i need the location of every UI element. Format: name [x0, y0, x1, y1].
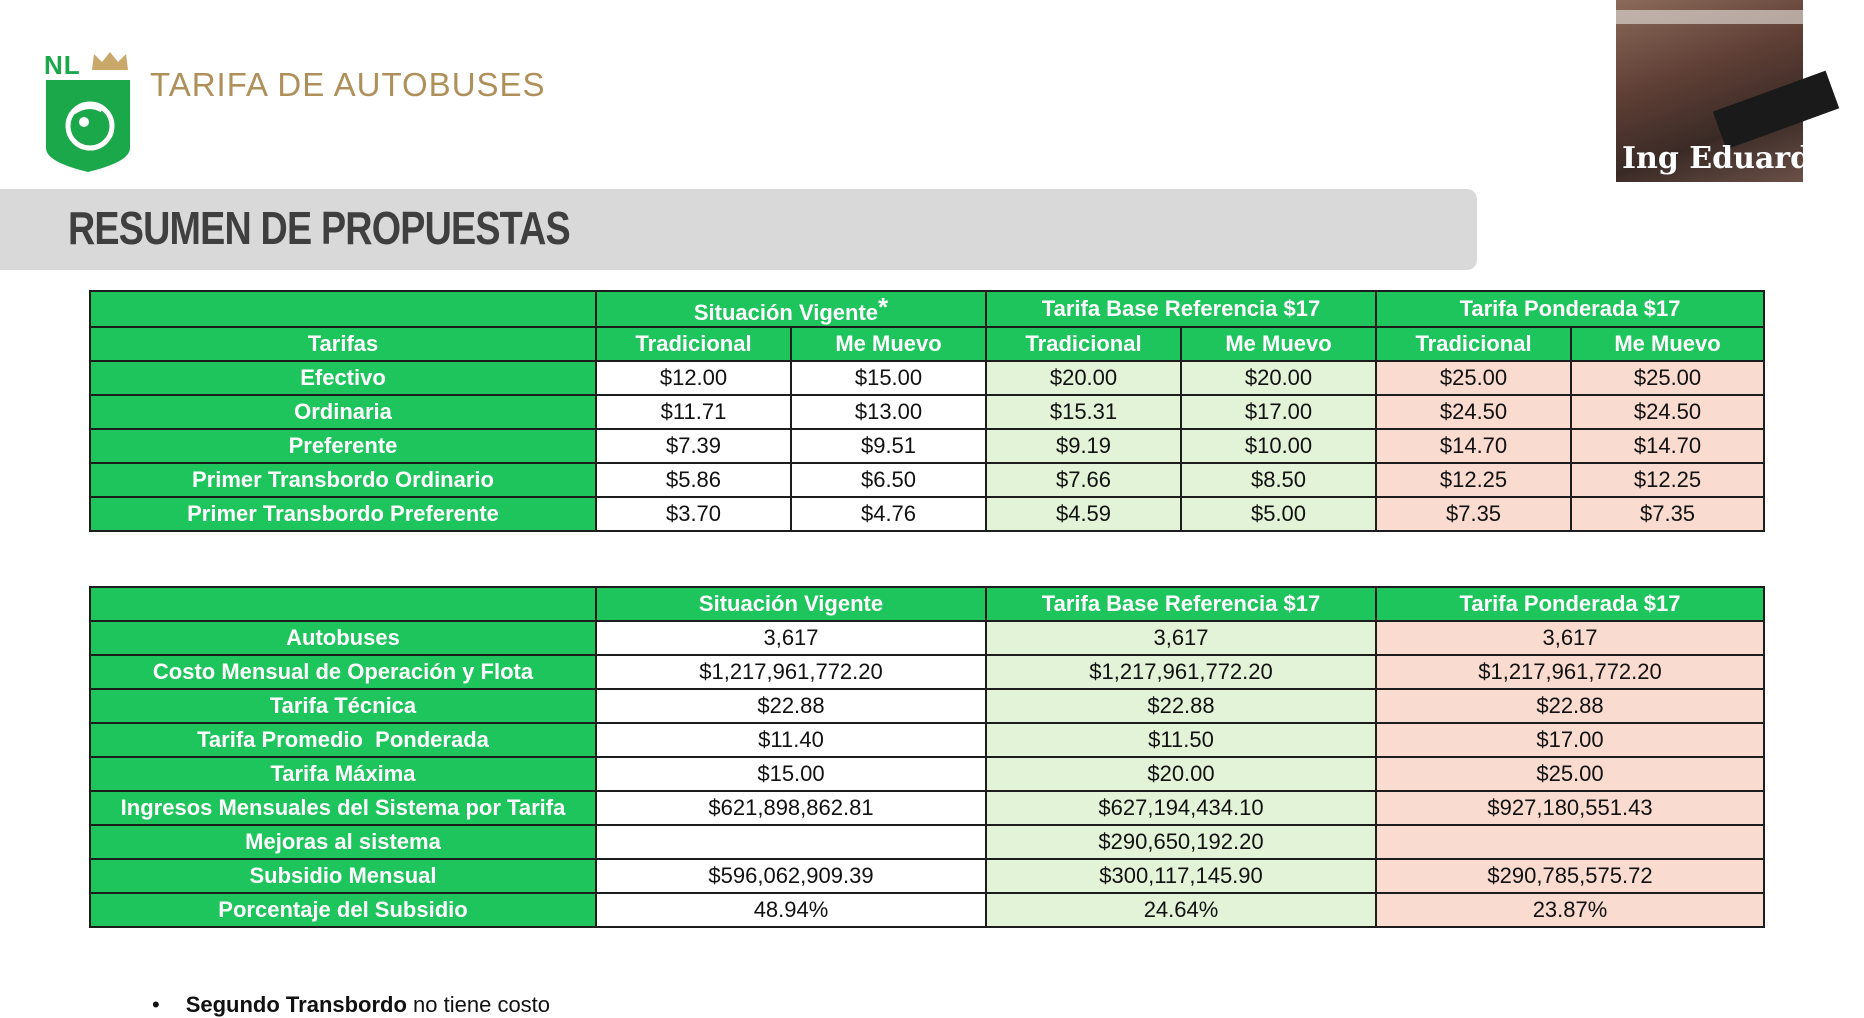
table-cell: $12.25: [1571, 463, 1764, 497]
subheader-cell: Me Muevo: [1181, 327, 1376, 361]
subheader-cell: Me Muevo: [791, 327, 986, 361]
group-header-tarifa-base: Tarifa Base Referencia $17: [986, 291, 1376, 327]
header-tarifa-ponderada: Tarifa Ponderada $17: [1376, 587, 1764, 621]
table-cell: $1,217,961,772.20: [1376, 655, 1764, 689]
row-label: Primer Transbordo Ordinario: [90, 463, 596, 497]
table-row: [90, 655, 1764, 689]
section-title: RESUMEN DE PROPUESTAS: [68, 202, 570, 254]
subheader-cell: Me Muevo: [1571, 327, 1764, 361]
header-situacion-vigente: Situación Vigente: [596, 587, 986, 621]
table-row: [90, 429, 1764, 463]
table-cell: $7.35: [1571, 497, 1764, 531]
row-label: Subsidio Mensual: [90, 859, 596, 893]
footnote: [152, 992, 550, 1018]
table-cell: $7.35: [1376, 497, 1571, 531]
table-cell: $7.66: [986, 463, 1181, 497]
table-cell: $6.50: [791, 463, 986, 497]
table-header-row: [90, 291, 1764, 327]
table-cell: 3,617: [1376, 621, 1764, 655]
tarifas-column-header: Tarifas: [90, 327, 596, 361]
nl-logo: [44, 50, 134, 174]
table-cell: $20.00: [1181, 361, 1376, 395]
table-row: [90, 497, 1764, 531]
table-cell: $927,180,551.43: [1376, 791, 1764, 825]
table-cell: $621,898,862.81: [596, 791, 986, 825]
header-tarifa-base: Tarifa Base Referencia $17: [986, 587, 1376, 621]
table-cell: $13.00: [791, 395, 986, 429]
table-row: [90, 689, 1764, 723]
row-label: Autobuses: [90, 621, 596, 655]
table-cell: $596,062,909.39: [596, 859, 986, 893]
table-cell: $5.00: [1181, 497, 1376, 531]
row-label: Preferente: [90, 429, 596, 463]
table-cell: [596, 825, 986, 859]
tariffs-table: [89, 290, 1765, 532]
asterisk-mark: *: [878, 292, 889, 322]
table-cell: $12.25: [1376, 463, 1571, 497]
system-summary-table: [89, 586, 1765, 928]
table-cell: $24.50: [1571, 395, 1764, 429]
table-row: [90, 463, 1764, 497]
table-row: [90, 395, 1764, 429]
row-label: Costo Mensual de Operación y Flota: [90, 655, 596, 689]
table-cell: $5.86: [596, 463, 791, 497]
table-row: [90, 825, 1764, 859]
row-label: Tarifa Promedio Ponderada: [90, 723, 596, 757]
table-cell: $25.00: [1376, 757, 1764, 791]
shield-emblem-icon: [44, 78, 132, 174]
table-row: [90, 723, 1764, 757]
table-cell: $11.71: [596, 395, 791, 429]
footnote-bold: Segundo Transbordo: [185, 992, 407, 1017]
table-cell: $10.00: [1181, 429, 1376, 463]
table-header-row: [90, 587, 1764, 621]
table-cell: $22.88: [1376, 689, 1764, 723]
row-label: Efectivo: [90, 361, 596, 395]
table-cell: $290,785,575.72: [1376, 859, 1764, 893]
table-cell: $15.00: [596, 757, 986, 791]
subheader-cell: Tradicional: [596, 327, 791, 361]
subheader-cell: Tradicional: [1376, 327, 1571, 361]
table-cell: $17.00: [1181, 395, 1376, 429]
table-cell: $20.00: [986, 757, 1376, 791]
table-cell: $627,194,434.10: [986, 791, 1376, 825]
table-cell: $22.88: [596, 689, 986, 723]
table-cell: $4.76: [791, 497, 986, 531]
table-cell: $25.00: [1571, 361, 1764, 395]
table-cell: 24.64%: [986, 893, 1376, 927]
row-label: Mejoras al sistema: [90, 825, 596, 859]
table-cell: 48.94%: [596, 893, 986, 927]
table-cell: 3,617: [596, 621, 986, 655]
table-cell: $300,117,145.90: [986, 859, 1376, 893]
row-label: Primer Transbordo Preferente: [90, 497, 596, 531]
table-subheader-row: [90, 327, 1764, 361]
table-cell: [1376, 825, 1764, 859]
table-cell: $17.00: [1376, 723, 1764, 757]
table-row: [90, 757, 1764, 791]
page-title: TARIFA DE AUTOBUSES: [150, 66, 546, 103]
table-row: [90, 621, 1764, 655]
table-cell: $22.88: [986, 689, 1376, 723]
table-cell: $14.70: [1376, 429, 1571, 463]
table-cell: $7.39: [596, 429, 791, 463]
row-label: Tarifa Máxima: [90, 757, 596, 791]
footnote-text: no tiene costo: [406, 992, 551, 1017]
table-cell: $9.51: [791, 429, 986, 463]
table-cell: $14.70: [1571, 429, 1764, 463]
bullet: •: [152, 992, 160, 1017]
table-row: [90, 859, 1764, 893]
table-cell: $15.31: [986, 395, 1181, 429]
table-row: [90, 791, 1764, 825]
table-cell: $8.50: [1181, 463, 1376, 497]
table-cell: $12.00: [596, 361, 791, 395]
table-cell: $290,650,192.20: [986, 825, 1376, 859]
group-header-tarifa-ponderada: Tarifa Ponderada $17: [1376, 291, 1764, 327]
table-row: [90, 361, 1764, 395]
table-cell: $1,217,961,772.20: [986, 655, 1376, 689]
table-row: [90, 893, 1764, 927]
table-cell: 23.87%: [1376, 893, 1764, 927]
row-label: Tarifa Técnica: [90, 689, 596, 723]
table-cell: 3,617: [986, 621, 1376, 655]
table-cell: $9.19: [986, 429, 1181, 463]
crown-icon: [90, 50, 130, 72]
participant-name: Ing Eduardo Z: [1622, 141, 1864, 176]
table-cell: $25.00: [1376, 361, 1571, 395]
webcam-background: [1616, 10, 1803, 24]
subheader-cell: Tradicional: [986, 327, 1181, 361]
row-label: Ordinaria: [90, 395, 596, 429]
table-cell: $1,217,961,772.20: [596, 655, 986, 689]
logo-text: NL: [44, 50, 81, 80]
table-cell: $4.59: [986, 497, 1181, 531]
webcam-thumbnail[interactable]: [1616, 0, 1864, 182]
table-cell: $20.00: [986, 361, 1181, 395]
row-label: Porcentaje del Subsidio: [90, 893, 596, 927]
table-cell: $24.50: [1376, 395, 1571, 429]
group-header-situacion-vigente: Situación Vigente*: [596, 291, 986, 327]
webcam-background-shape: [1713, 71, 1839, 150]
table-cell: $11.40: [596, 723, 986, 757]
table-cell: $3.70: [596, 497, 791, 531]
row-label: Ingresos Mensuales del Sistema por Tarifa: [90, 791, 596, 825]
header-corner: [90, 291, 596, 327]
table-cell: $11.50: [986, 723, 1376, 757]
header-corner: [90, 587, 596, 621]
table-cell: $15.00: [791, 361, 986, 395]
